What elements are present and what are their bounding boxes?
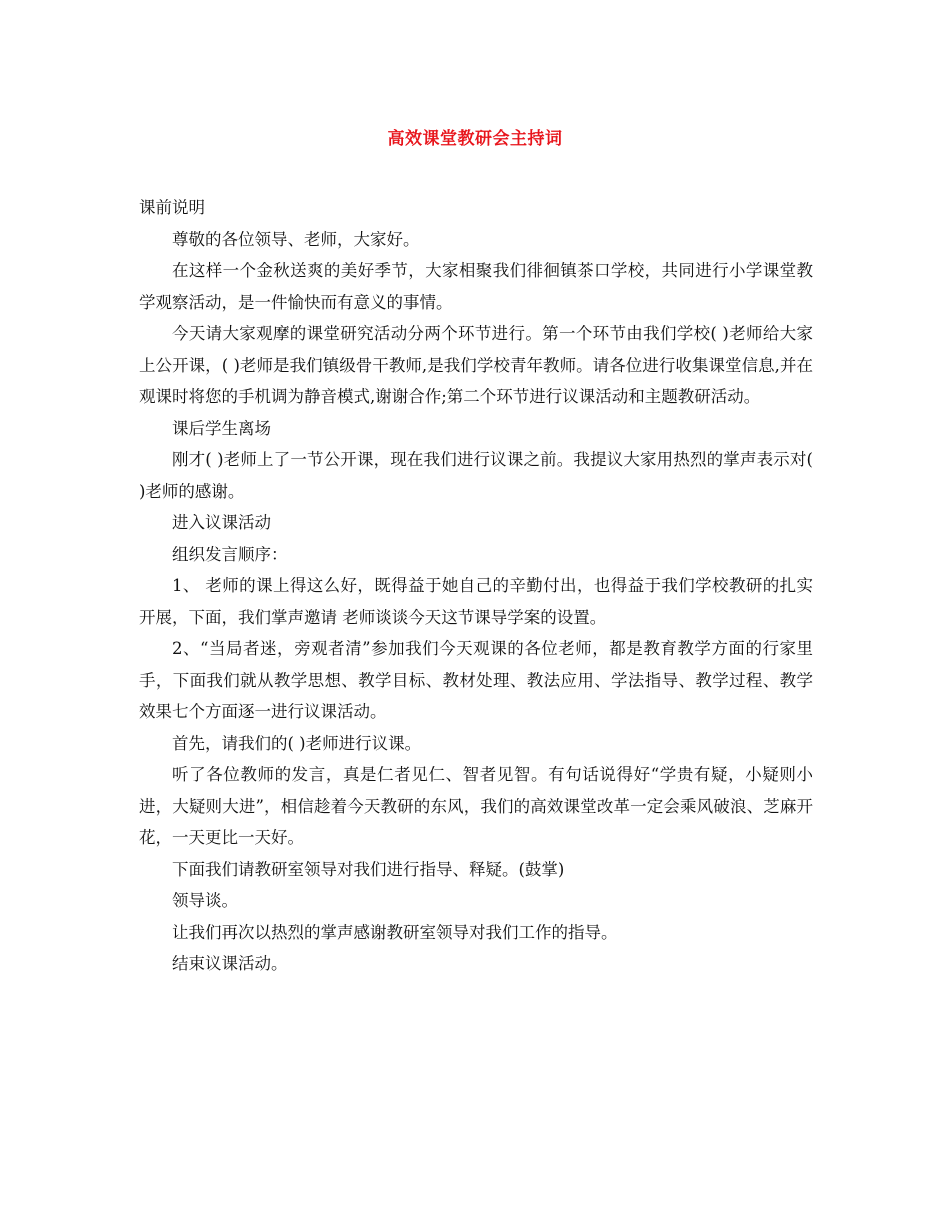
section-heading-speaking-order: 组织发言顺序：	[172, 544, 288, 564]
paragraph-final-thanks: 让我们再次以热烈的掌声感谢教研室领导对我们工作的指导。	[172, 922, 618, 942]
paragraph-item-2: 2、“当局者迷，旁观者清”参加我们今天观课的各位老师，都是教育教学方面的行家里手，下面我们就从教学思想、教学目标、教材处理、教法应用、学法指导、教学过程、教学效果七个方面逐一进行议课活动。	[139, 639, 813, 721]
paragraph-intro: 在这样一个金秋送爽的美好季节，大家相聚我们徘徊镇茶口学校，共同进行小学课堂教学观察活动，是一件愉快而有意义的事情。	[139, 261, 813, 312]
document-body	[139, 192, 813, 980]
section-heading-after-class: 课后学生离场	[172, 418, 271, 438]
paragraph-agenda: 今天请大家观摩的课堂研究活动分两个环节进行。第一个环节由我们学校( )老师给大家上公开课，( )老师是我们镇级骨干教师,是我们学校青年教师。请各位进行收集课堂信息,并在观课时将您的手机调为静音模式,谢谢合作;第二个环节进行议课活动和主题教研活动。	[139, 324, 813, 406]
section-heading-pre-class: 课前说明	[139, 198, 205, 217]
paragraph-item-1: 1、 老师的课上得这么好，既得益于她自己的辛勤付出，也得益于我们学校教研的扎实开展，下面，我们掌声邀请 老师谈谈今天这节课导学案的设置。	[139, 576, 813, 627]
paragraph-greeting: 尊敬的各位领导、老师，大家好。	[172, 229, 420, 249]
paragraph-summary: 听了各位教师的发言，真是仁者见仁、智者见智。有句话说得好“学贵有疑，小疑则小进，大疑则大进”，相信趁着今天教研的东风，我们的高效课堂改革一定会乘风破浪、芝麻开花，一天更比一天好。	[139, 765, 813, 847]
paragraph-leader-speech: 领导谈。	[172, 891, 238, 910]
paragraph-thanks: 刚才( )老师上了一节公开课，现在我们进行议课之前。我提议大家用热烈的掌声表示对( )老师的感谢。	[139, 450, 813, 501]
paragraph-first-speaker: 首先，请我们的( )老师进行议课。	[172, 733, 422, 753]
document-title: 高效课堂教研会主持词	[387, 129, 563, 149]
paragraph-leader-invite: 下面我们请教研室领导对我们进行指导、释疑。(鼓掌)	[172, 859, 565, 879]
paragraph-closing: 结束议课活动。	[172, 954, 288, 973]
section-heading-discussion: 进入议课活动	[172, 513, 271, 532]
